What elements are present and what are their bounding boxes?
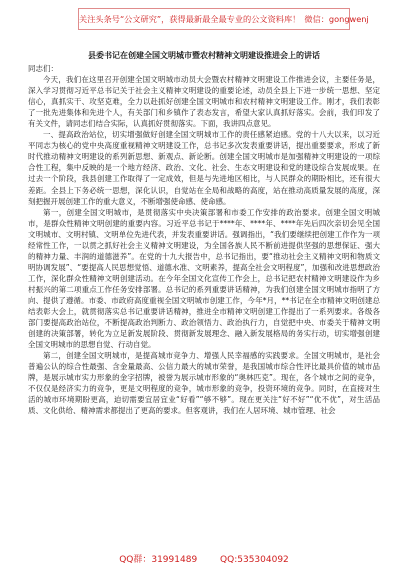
paragraph-point-one: 第一，创建全国文明城市，是贯彻落实中央决策部署和市委工作安排的政治要求。创建全国文明城市，是群众性精神文明创建的重要内容。习近平总书记于****年、****年、****年先后四次亲切会见全国文明城市、文明村镇、文明单位先进代表，并发表重要讲话。强调指出，“我们要继续把创建工作作为一项经常性工作，一以贯之抓好社会主义精神文明建设，为全国各族人民不断前进提供坚强的思想保证、强大的精神力量、丰润的道德滋养”。在党的十九大报告中，总书记指出，要“推动社会主义精神文明和物质文明协调发展”、“要提高人民思想觉悟、道德水准、文明素养，提高全社会文明程度”，加强和改进思想政治工作，深化群众性精神文明创建活动。在今年全国文化宣传工作会上，总书记把农村精神文明建设作为乡村振兴的第二项重点工作任务安排部署。总书记的系列重要讲话精神，为我们创建全国文明城市指明了方向、提供了遵循。市委、市政府高度重视全国文明城市创建工作，今年*月，**书记在全市精神文明创建总结表彰大会上，就贯彻落实总书记重要讲话精神，推进全市精神文明创建工作提出了一系列要求。各级各部门要提高政治站位，不断提高政治判断力、政治领悟力、政治执行力，自觉把中央、市委关于精神文明创建的决策部署，转化为立足新发展阶段、贯彻新发展理念、融入新发展格局的务实行动，切实增强创建全国文明城市的思想自觉、行动自觉。 (28, 207, 380, 350)
header-promo-text: 关注头条号“公文研究”，获得最新最全最专业的公文资料库！ (79, 14, 301, 24)
footer-contact (0, 552, 408, 568)
document-title: 县委书记在创建全国文明城市暨农村精神文明建设推进会上的讲话 (88, 51, 320, 60)
paragraph-section-one: 一、提高政治站位，切实增强做好创建全国文明城市工作的责任感紧迫感。党的十八大以来，以习近平同志为核心的党中央高度重视精神文明建设工作，总书记多次发表重要讲话，提出重要要求，形成了新时代推动精神文明建设的系列新思想、新观点、新论断。创建全国文明城市是加强精神文明建设的一项综合性工程，集中反映的是一个地方经济、政治、文化、社会、生态文明建设和党的建设综合发展成果。在过去一个阶段，我县创建工作取得了一定成效，但是与先进地区相比，与人民群众的期盼相比，还有很大差距。全县上下务必统一思想，深化认识，自觉站在全局和战略的高度，站在推动高质量发展的高度，深刻把握开展创建工作的重大意义，不断增强使命感、使命感。 (28, 130, 380, 206)
paragraph-intro: 今天，我们在这里召开创建全国文明城市动员大会暨农村精神文明建设工作推进会议，主要任务是，深入学习贯彻习近平总书记关于社会主义精神文明建设的重要论述，动员全县上下进一步统一思想、坚定信心，真抓实干、攻坚克难，全力以赴抓好创建全国文明城市和农村精神文明建设工作。刚才，我们表彰了一批先进集体和先进个人，有关部门和乡镇作了表态发言，希望大家认真抓好落实。会前，我们印发了有关文件，请同志们结合实际，认真抓好贯彻落实。下面，我讲四点意见。 (28, 75, 380, 129)
header-wechat-text: 微信：gongwenj (304, 14, 369, 24)
greeting: 同志们： (28, 64, 58, 73)
footer-qq-group: QQ群：31991489 (119, 555, 198, 565)
header-banner (78, 8, 369, 30)
paragraph-point-two: 第二，创建全国文明城市，是提高城市竞争力、增强人民幸福感的实践要求。全国文明城市，是社会普遍公认的综合性最强、含金量最高、公信力最大的城市荣誉，是我国城市综合性评比最具价值的城市品牌，是展示城市实力形象的金字招牌，被誉为展示城市形象的“奥林匹克”。现在，各个城市之间的竞争，不仅仅是经济实力的竞争，更是文明程度的竞争，城市形象的竞争，投资环境的竞争。同时，在直接对生活的城市环境期盼更高，迫切需要宜居宜业“好看”“够不够”。现在更关注“好不好”“优不优”，对生活品质、文化供给、精神需求都提出了更高的要求。但客观讲，我们在人居环境、城市管理、社会 (28, 351, 380, 416)
footer-qq: QQ:535304092 (220, 555, 289, 565)
document-body (28, 50, 380, 550)
